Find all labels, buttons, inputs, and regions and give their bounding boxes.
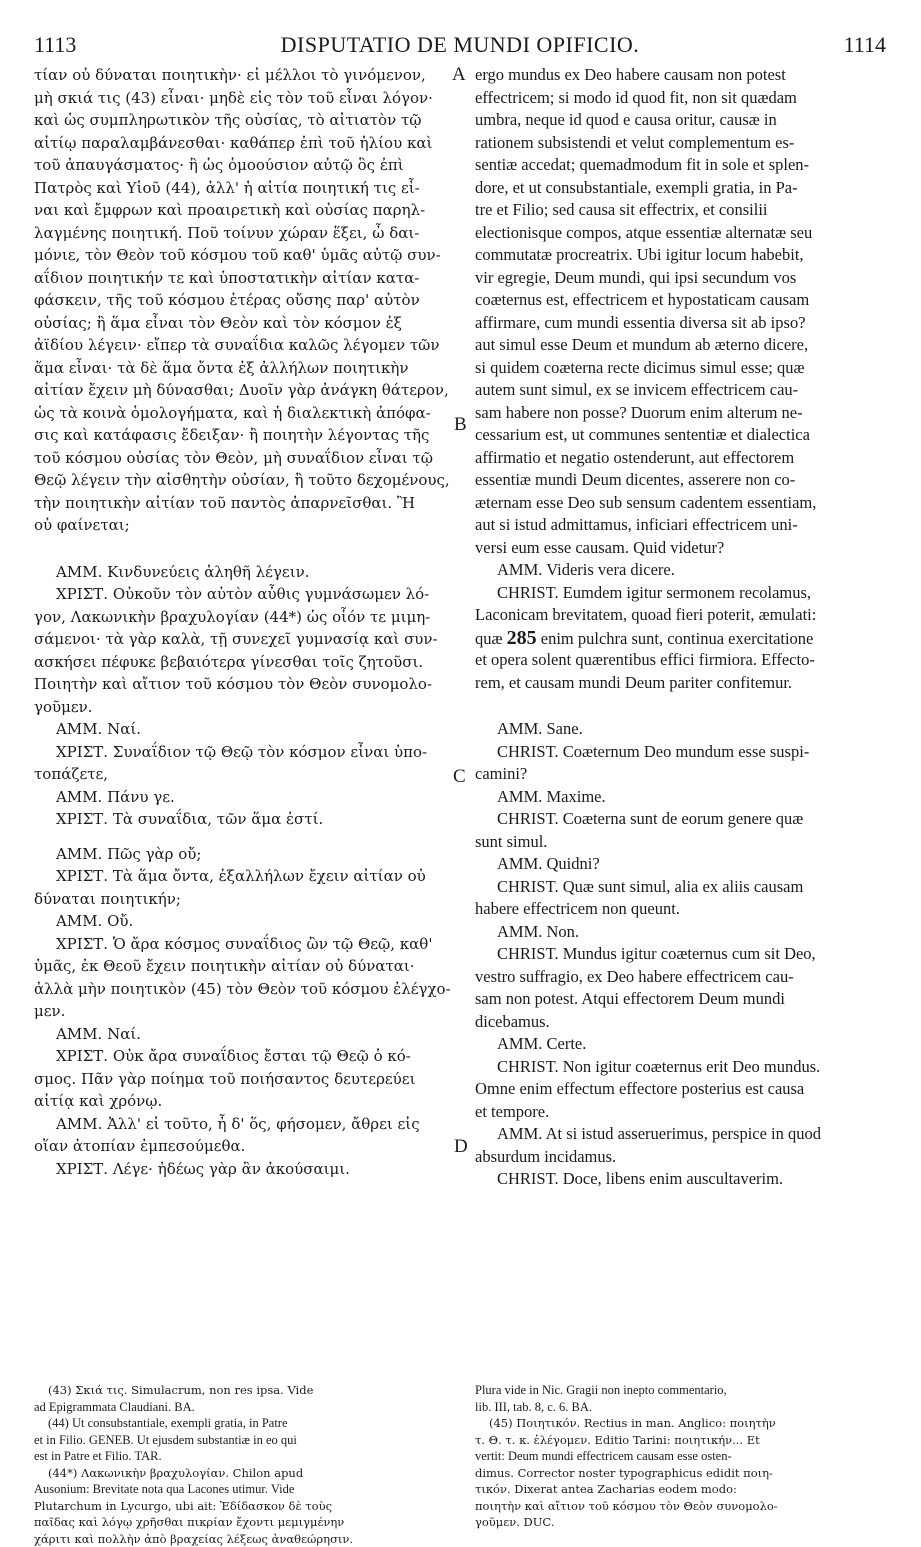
footnote-line: (43) Σκιά τις. Simulacrum, non res ipsa. Vide bbox=[34, 1382, 452, 1399]
greek-text-line: οὐσίας; ἢ ἅμα εἶναι τὸν Θεὸν καὶ τὸν κόσμον ἐξ bbox=[34, 312, 452, 335]
greek-text-line: Θεῷ λέγειν τὴν αἰσθητὴν οὐσίαν, ἢ τοῦτο δεχομένους, bbox=[34, 469, 452, 492]
dialogue-line: ΑΜΜ. Οὔ. bbox=[34, 910, 452, 933]
dialogue-line: AMM. At si istud asseruerimus, perspice in quod bbox=[475, 1123, 883, 1146]
dialogue-line: ΑΜΜ. Ἀλλ' εἰ τοῦτο, ἦ δ' ὅς, φήσομεν, ἄθρει εἰς bbox=[34, 1113, 452, 1136]
greek-text-line: τοῦ κόσμου οὐσίας τὸν Θεὸν, μὴ συναΐδιον εἶναι τῷ bbox=[34, 447, 452, 470]
page-number-left: 1113 bbox=[34, 32, 76, 58]
dialogue-line: ΑΜΜ. Κινδυνεύεις ἀληθῆ λέγειν. bbox=[34, 561, 452, 584]
footnote-line: παῖδας καὶ λόγῳ χρῆσθαι πικρίαν ἔχοντι μεμιγμένην bbox=[34, 1514, 452, 1531]
greek-text-line: ὑμᾶς, ἐκ Θεοῦ ἔχειν ποιητικὴν αἰτίαν οὐ δύναται· bbox=[34, 955, 452, 978]
greek-text-line: σις καὶ κατάφασις ἔδειξαν· ἢ ποιητὴν λέγοντας τῆς bbox=[34, 424, 452, 447]
footnote-line: γοῦμεν. DUC. bbox=[475, 1514, 885, 1531]
greek-column bbox=[34, 64, 452, 1180]
dialogue-line: ΧΡΙΣΤ. Λέγε· ἡδέως γὰρ ἂν ἀκούσαιμι. bbox=[34, 1158, 452, 1181]
latin-text-line: et tempore. bbox=[475, 1101, 883, 1124]
greek-text-line: αἰτίῳ παραλαμβάνεσθαι· καθάπερ ἐπὶ τοῦ ἡλίου καὶ bbox=[34, 132, 452, 155]
greek-text-line: ασκήσει πέφυκε βεβαιότερα γίνεσθαι τοῖς ζητοῦσι. bbox=[34, 651, 452, 674]
latin-text-line: sunt simul. bbox=[475, 831, 883, 854]
greek-text-line: σάμενοι· τὰ γὰρ καλὰ, τῇ συνεχεῖ γυμνασίᾳ καὶ συν- bbox=[34, 628, 452, 651]
dialogue-line: AMM. Maxime. bbox=[475, 786, 883, 809]
latin-text-line: vir egregie, Deum mundi, qui ipsi secundum vos bbox=[475, 267, 883, 290]
greek-text-line: σμος. Πᾶν γὰρ ποίημα τοῦ ποιήσαντος δευτερεύει bbox=[34, 1068, 452, 1091]
dialogue-line: AMM. Sane. bbox=[475, 718, 883, 741]
latin-text-line: rationem subsistendi et velut complementum es- bbox=[475, 132, 883, 155]
footnote-line: et in Filio. GENEB. Ut ejusdem substantiæ in eo qui bbox=[34, 1432, 452, 1449]
greek-text-line: οὐ φαίνεται; bbox=[34, 514, 452, 537]
greek-text-line: καὶ ὡς συμπληρωτικὸν τῆς οὐσίας, τὸ αἰτιατὸν τῷ bbox=[34, 109, 452, 132]
latin-text-line: absurdum incidamus. bbox=[475, 1146, 883, 1169]
greek-text-line: δύναται ποιητικήν; bbox=[34, 888, 452, 911]
footnote-line: lib. III, tab. 8, c. 6. BA. bbox=[475, 1399, 885, 1416]
footnote-line: ad Epigrammata Claudiani. BA. bbox=[34, 1399, 452, 1416]
greek-text-line: ἀλλὰ μὴν ποιητικὸν (45) τὸν Θεὸν τοῦ κόσμου ἐλέγχο- bbox=[34, 978, 452, 1001]
greek-text-line: αἰτίᾳ καὶ χρόνῳ. bbox=[34, 1090, 452, 1113]
latin-text-line: effectricem; si modo id quod fit, non sit quædam bbox=[475, 87, 883, 110]
dialogue-line: AMM. Videris vera dicere. bbox=[475, 559, 883, 582]
dialogue-line: AMM. Non. bbox=[475, 921, 883, 944]
latin-text-line: affirmare, cum mundi essentia diversa sit ab ipso? bbox=[475, 312, 883, 335]
footnote-line: dimus. Corrector noster typographicus edidit ποιη- bbox=[475, 1465, 885, 1482]
greek-text-line: τίαν οὐ δύναται ποιητικὴν· εἰ μέλλοι τὸ γινόμενον, bbox=[34, 64, 452, 87]
latin-text-line: autem sunt simul, ex se invicem effectricem cau- bbox=[475, 379, 883, 402]
footnote-line: Ausonium: Brevitate nota qua Lacones utimur. Vide bbox=[34, 1481, 452, 1498]
greek-text-line: ἅμα εἶναι· τὰ δὲ ἅμα ὄντα ἐξ ἀλλήλων ποιητικὴν bbox=[34, 357, 452, 380]
greek-text-line: γοῦμεν. bbox=[34, 696, 452, 719]
dialogue-line: ΑΜΜ. Ναί. bbox=[34, 1023, 452, 1046]
page-title: DISPUTATIO DE MUNDI OPIFICIO. bbox=[34, 32, 886, 58]
greek-text-line: ναι καὶ ἔμφρων καὶ προαιρετικὴ καὶ οὐσίας παρηλ- bbox=[34, 199, 452, 222]
latin-text-line: aut simul esse Deum et mundum ab æterno dicere, bbox=[475, 334, 883, 357]
dialogue-line: ΧΡΙΣΤ. Τὰ συναΐδια, τῶν ἅμα ἐστί. bbox=[34, 808, 452, 831]
greek-text-line: αἰτίαν ἔχειν μὴ δύνασθαι; Δυοῖν γὰρ ἀνάγκη θάτερον, bbox=[34, 379, 452, 402]
greek-text-line: τοῦ ἀπαυγάσματος· ἢ ὡς ὁμοούσιον αὐτῷ ὃς ἐπὶ bbox=[34, 154, 452, 177]
latin-text-line: si quidem coæterna recte dicimus simul esse; quæ bbox=[475, 357, 883, 380]
latin-text-line: umbra, neque id quod e causa oritur, causæ in bbox=[475, 109, 883, 132]
latin-text-line: electionisque compos, atque essentiæ alternatæ seu bbox=[475, 222, 883, 245]
dialogue-line: CHRIST. Mundus igitur coæternus cum sit Deo, bbox=[475, 943, 883, 966]
greek-text-line: τοπάζετε, bbox=[34, 763, 452, 786]
dialogue-line: CHRIST. Coæternum Deo mundum esse suspi- bbox=[475, 741, 883, 764]
latin-text-line: versi eum esse causam. Quid videtur? bbox=[475, 537, 883, 560]
margin-marker-c: C bbox=[453, 766, 466, 788]
latin-text-line: sam habere non posse? Duorum enim alterum ne- bbox=[475, 402, 883, 425]
latin-text-line: vestro suffragio, ex Deo habere effectricem cau- bbox=[475, 966, 883, 989]
dialogue-line: AMM. Quidni? bbox=[475, 853, 883, 876]
greek-text-line: Ποιητὴν καὶ αἴτιον τοῦ κόσμου τὸν Θεὸν συνομολο- bbox=[34, 673, 452, 696]
latin-text-line: coæternus est, effectricem et hypostaticam causam bbox=[475, 289, 883, 312]
greek-text-line: μόνιε, τὸν Θεὸν τοῦ κόσμου τοῦ καθ' ὑμᾶς αὐτῷ συν- bbox=[34, 244, 452, 267]
greek-text-line: λαγμένης ποιητική. Ποῦ τοίνυν χώραν ἕξει, ὦ δαι- bbox=[34, 222, 452, 245]
margin-marker-a: A bbox=[452, 64, 466, 86]
greek-text-line: οἵαν ἀτοπίαν ἐμπεσούμεθα. bbox=[34, 1135, 452, 1158]
latin-text-line: sentiæ accedat; quemadmodum fit in sole et splen- bbox=[475, 154, 883, 177]
latin-text-line: commutatæ procreatrix. Ubi igitur locum habebit, bbox=[475, 244, 883, 267]
dialogue-line: ΧΡΙΣΤ. Οὐκοῦν τὸν αὐτὸν αὖθις γυμνάσωμεν λό- bbox=[34, 583, 452, 606]
latin-text-line: æternam esse Deo sub sensum cadentem essentiam, bbox=[475, 492, 883, 515]
latin-text-line: affirmatio et negatio ostenderunt, aut effectorem bbox=[475, 447, 883, 470]
footnote-line: τικόν. Dixerat antea Zacharias eodem modo: bbox=[475, 1481, 885, 1498]
greek-text-line: τὴν ποιητικὴν αἰτίαν τοῦ παντὸς ἀπαρνεῖσθαι. Ἢ bbox=[34, 492, 452, 515]
latin-text-line: cessarium est, ut communes sententiæ et dialectica bbox=[475, 424, 883, 447]
latin-text-line: dore, et ut consubstantiale, exempli gratia, in Pa- bbox=[475, 177, 883, 200]
footnotes-left bbox=[34, 1382, 452, 1547]
greek-text-line: μεν. bbox=[34, 1000, 452, 1023]
column-number: 285 bbox=[507, 627, 537, 649]
page-number-right: 1114 bbox=[844, 32, 886, 58]
dialogue-line: ΑΜΜ. Πῶς γὰρ οὔ; bbox=[34, 843, 452, 866]
latin-text-line: rem, et causam mundi Deum pariter confitemur. bbox=[475, 672, 883, 695]
greek-text-line: γον, Λακωνικὴν βραχυλογίαν (44*) ὡς οἷόν τε μιμη- bbox=[34, 606, 452, 629]
dialogue-line: ΧΡΙΣΤ. Συναΐδιον τῷ Θεῷ τὸν κόσμον εἶναι ὑπο- bbox=[34, 741, 452, 764]
dialogue-line: CHRIST. Quæ sunt simul, alia ex aliis causam bbox=[475, 876, 883, 899]
margin-marker-b: B bbox=[454, 414, 467, 436]
greek-text-line: μὴ σκιά τις (43) εἶναι· μηδὲ εἰς τὸν τοῦ εἶναι λόγον· bbox=[34, 87, 452, 110]
latin-text-line: ergo mundus ex Deo habere causam non potest bbox=[475, 64, 883, 87]
dialogue-line: CHRIST. Coæterna sunt de eorum genere quæ bbox=[475, 808, 883, 831]
dialogue-line: CHRIST. Eumdem igitur sermonem recolamus, bbox=[475, 582, 883, 605]
footnote-line: Plutarchum in Lycurgo, ubi ait: Ἐδίδασκον δὲ τοὺς bbox=[34, 1498, 452, 1515]
footnote-line: Plura vide in Nic. Gragii non inepto commentario, bbox=[475, 1382, 885, 1399]
greek-text-line: ὡς τὰ κοινὰ ὁμολογήματα, καὶ ἡ διαλεκτικὴ ἀπόφα- bbox=[34, 402, 452, 425]
footnote-line: ποιητὴν καὶ αἴτιον τοῦ κόσμου τὸν Θεὸν συνομολο- bbox=[475, 1498, 885, 1515]
latin-text-line bbox=[475, 627, 883, 650]
greek-text-line: Πατρὸς καὶ Υἱοῦ (44), ἀλλ' ἡ αἰτία ποιητική τις εἶ- bbox=[34, 177, 452, 200]
latin-text-line: Laconicam brevitatem, quoad fieri poterit, æmulati: bbox=[475, 604, 883, 627]
page-header bbox=[34, 32, 886, 60]
dialogue-line: ΑΜΜ. Ναί. bbox=[34, 718, 452, 741]
greek-text-line: ἀϊδίου λέγειν· εἴπερ τὰ συναΐδια καλῶς λέγομεν τῶν bbox=[34, 334, 452, 357]
dialogue-line: CHRIST. Non igitur coæternus erit Deo mundus. bbox=[475, 1056, 883, 1079]
dialogue-line: ΑΜΜ. Πάνυ γε. bbox=[34, 786, 452, 809]
latin-column bbox=[475, 64, 883, 1191]
dialogue-line: CHRIST. Doce, libens enim auscultaverim. bbox=[475, 1168, 883, 1191]
latin-text-line: camini? bbox=[475, 763, 883, 786]
dialogue-line: ΧΡΙΣΤ. Οὐκ ἄρα συναΐδιος ἔσται τῷ Θεῷ ὁ κό- bbox=[34, 1045, 452, 1068]
footnote-line: vertit: Deum mundi effectricem causam esse osten- bbox=[475, 1448, 885, 1465]
margin-marker-d: D bbox=[454, 1136, 468, 1158]
footnote-line: χάριτι καὶ πολλὴν ἀπὸ βραχείας λέξεως ἀναθεώρησιν. bbox=[34, 1531, 452, 1547]
latin-text-line: dicebamus. bbox=[475, 1011, 883, 1034]
latin-text-line: sam non potest. Atqui effectorem Deum mundi bbox=[475, 988, 883, 1011]
latin-text-line: essentiæ mundi Deum dicentes, asserere non co- bbox=[475, 469, 883, 492]
latin-text-line: Omne enim effectum effectore posterius est causa bbox=[475, 1078, 883, 1101]
latin-text-line: habere effectricem non queunt. bbox=[475, 898, 883, 921]
text-fragment: quæ bbox=[475, 629, 507, 648]
latin-text-line: tre et Filio; sed causa sit effectrix, et consilii bbox=[475, 199, 883, 222]
footnote-line: est in Patre et Filio. TAR. bbox=[34, 1448, 452, 1465]
footnotes-right bbox=[475, 1382, 885, 1531]
greek-text-line: φάσκειν, τῆς τοῦ κόσμου ἑτέρας οὔσης παρ' αὐτὸν bbox=[34, 289, 452, 312]
dialogue-line: ΧΡΙΣΤ. Τὰ ἅμα ὄντα, ἐξαλλήλων ἔχειν αἰτίαν οὐ bbox=[34, 865, 452, 888]
dialogue-line: ΧΡΙΣΤ. Ὁ ἄρα κόσμος συναΐδιος ὢν τῷ Θεῷ, καθ' bbox=[34, 933, 452, 956]
greek-text-line: αΐδιον ποιητικήν τε καὶ ὑποστατικὴν αἰτίαν κατα- bbox=[34, 267, 452, 290]
footnote-line: (44*) Λακωνικὴν βραχυλογίαν. Chilon apud bbox=[34, 1465, 452, 1482]
footnote-line: (44) Ut consubstantiale, exempli gratia, in Patre bbox=[34, 1415, 452, 1432]
footnote-line: (45) Ποιητικόν. Rectius in man. Anglico: ποιητὴν bbox=[475, 1415, 885, 1432]
footnote-line: τ. Θ. τ. κ. ἐλέγομεν. Editio Tarini: ποιητικήν... Et bbox=[475, 1432, 885, 1449]
latin-text-line: et opera solent quærentibus effici firmiora. Effecto- bbox=[475, 649, 883, 672]
dialogue-line: AMM. Certe. bbox=[475, 1033, 883, 1056]
latin-text-line: aut si istud admittamus, inficiari effectricem uni- bbox=[475, 514, 883, 537]
text-fragment: enim pulchra sunt, continua exercitatione bbox=[537, 629, 814, 648]
